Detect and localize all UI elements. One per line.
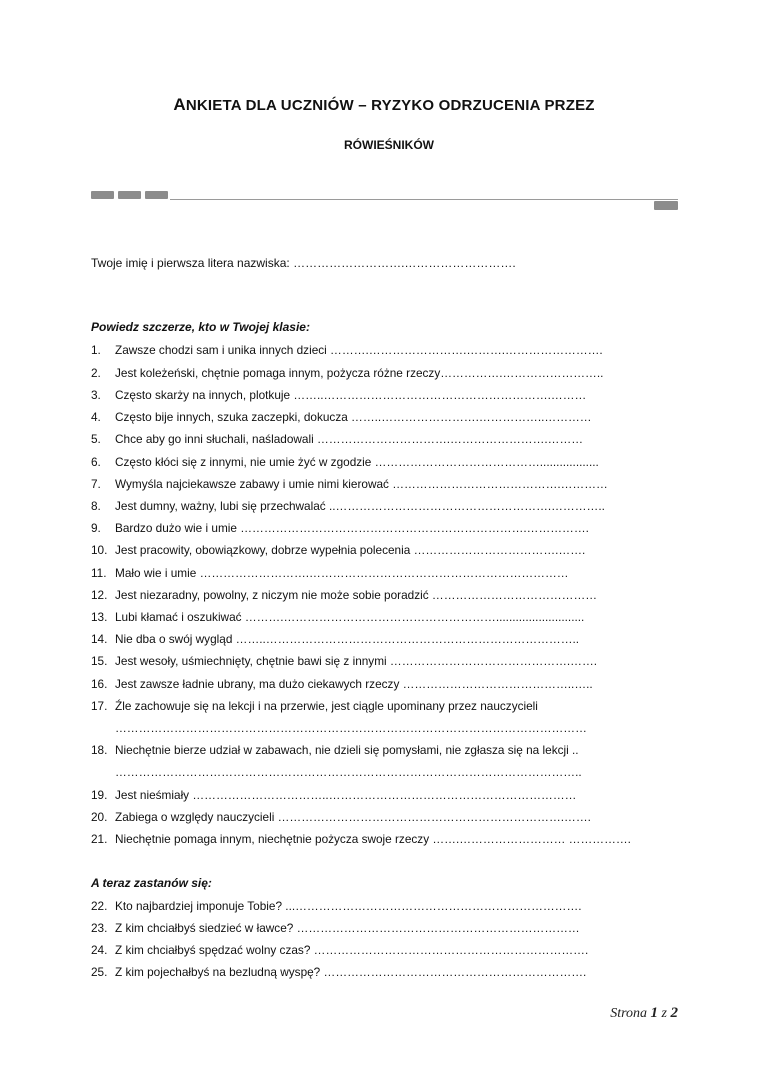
- decor-rule: [170, 199, 678, 200]
- question-item: 15. Jest wesoły, uśmiechnięty, chętnie bawi się z innymi ……………………………………….…….: [91, 654, 598, 668]
- decor-block: [654, 201, 678, 210]
- section1-heading: Powiedz szczerze, kto w Twojej klasie:: [91, 320, 310, 334]
- question-item: 22. Kto najbardziej imponuje Tobie? ...……………………………………………………………….: [91, 899, 582, 913]
- decor-block: [91, 191, 114, 199]
- question-item: 18. Niechętnie bierze udział w zabawach, nie dzieli się pomysłami, nie zgłasza się na lekcji ..: [91, 743, 579, 757]
- footer-separator: z: [661, 1006, 667, 1021]
- question-item: 19. Jest nieśmiały ……………………………..………………………………………………………: [91, 788, 577, 802]
- question-item: 14. Nie dba o swój wygląd ……..……………………………………………………………………..: [91, 632, 580, 646]
- title-initial: A: [173, 95, 186, 114]
- document-title-line2: RÓWIEŚNIKÓW: [344, 138, 434, 152]
- question-item: 13. Lubi kłamać i oszukiwać ……….………………………………………………...........................: [91, 610, 585, 624]
- question-item: 20. Zabiega o względy nauczycieli ……………………………………………………………….…….: [91, 810, 591, 824]
- question-item: 3. Często skarży na innych, plotkuje ……..………………………………………………….………: [91, 388, 587, 402]
- question-item: 23. Z kim chciałbyś siedzieć w ławce? ………………………………………………………………: [91, 921, 580, 935]
- question-item: 24. Z kim chciałbyś spędzać wolny czas? …………………………………………………………….: [91, 943, 589, 957]
- question-continuation: ………………………………………………………………………………………………………..: [115, 765, 582, 779]
- question-item: 8. Jest dumny, ważny, lubi się przechwalać ..……………………………………………….…………..: [91, 499, 605, 513]
- question-item: 17. Źle zachowuje się na lekcji i na przerwie, jest ciągle upominany przez nauczycieli: [91, 699, 538, 713]
- question-item: 11. Mało wie i umie ……………………….…………………………………………………………: [91, 566, 569, 580]
- footer-prefix: Strona: [610, 1006, 648, 1021]
- question-item: 10. Jest pracowity, obowiązkowy, dobrze wypełnia polecenia ……………………………….…….: [91, 543, 586, 557]
- section2-heading: A teraz zastanów się:: [91, 876, 212, 890]
- question-item: 1. Zawsze chodzi sam i unika innych dzieci ……….…………………….……….…………………….: [91, 343, 603, 357]
- question-item: 2. Jest koleżeński, chętnie pomaga innym, pożycza różne rzeczy…………….……………………..: [91, 366, 604, 380]
- name-prompt: Twoje imię i pierwsza litera nazwiska: ……………………….……………………….: [91, 256, 516, 270]
- question-item: 21. Niechętnie pomaga innym, niechętnie pożycza swoje rzeczy …….……………………… …………….: [91, 832, 631, 846]
- decor-block: [145, 191, 168, 199]
- question-item: 25. Z kim pojechałbyś na bezludną wyspę? ………………………………………………………….: [91, 965, 587, 979]
- total-pages: 2: [670, 1005, 678, 1021]
- question-item: 5. Chce aby go inni słuchali, naśladowali …………………………….…………………….………: [91, 432, 584, 446]
- question-continuation: …………………………………………………………………………………………………………: [115, 721, 587, 735]
- current-page: 1: [650, 1005, 659, 1021]
- question-item: 12. Jest niezaradny, powolny, z niczym nie może sobie poradzić ……………………………………: [91, 588, 598, 602]
- question-item: 6. Często kłóci się z innymi, nie umie żyć w zgodzie ……………………………………..................: [91, 455, 599, 469]
- question-item: 7. Wymyśla najciekawsze zabawy i umie nimi kierować …………………………………….…………: [91, 477, 608, 491]
- document-title: [0, 95, 768, 115]
- question-item: 9. Bardzo dużo wie i umie ……………………………………………………………….…………….: [91, 521, 589, 535]
- title-line1-rest: NKIETA DLA UCZNIÓW – RYZYKO ODRZUCENIA PRZEZ: [185, 97, 595, 114]
- question-item: 4. Często bije innych, szuka zaczepki, dokucza ……..…………………….……………..…………: [91, 410, 592, 424]
- question-item: 16. Jest zawsze ładnie ubrany, ma dużo ciekawych rzeczy ……………………………………..…..: [91, 677, 593, 691]
- decor-block: [118, 191, 141, 199]
- page-footer: [610, 1005, 678, 1022]
